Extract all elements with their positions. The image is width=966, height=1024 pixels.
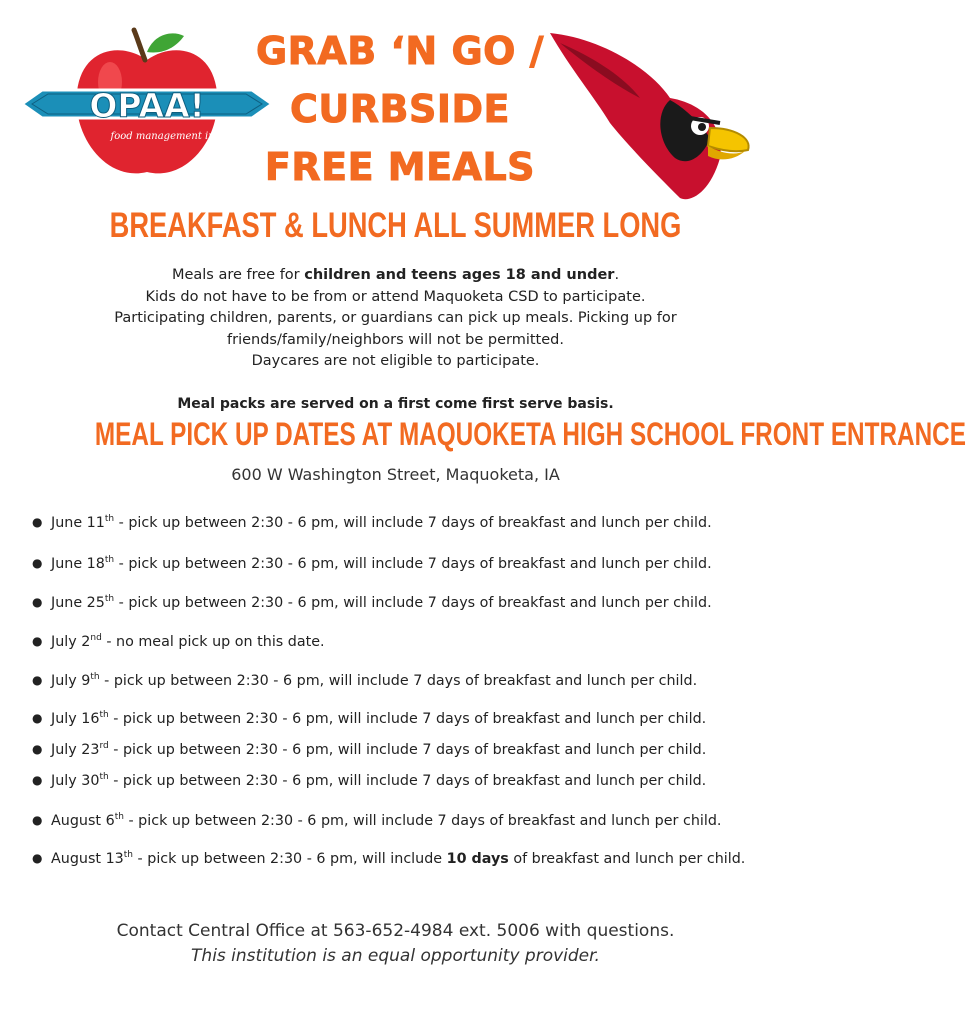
logo-tagline: food management inc. [110,131,224,142]
list-item: ● June 11th - pick up between 2:30 - 6 pm, will include 7 days of breakfast and lunch per child. [32,514,712,531]
list-item: ● July 9th - pick up between 2:30 - 6 pm, will include 7 days of breakfast and lunch per child. [32,672,698,689]
pickup-address: 600 W Washington Street, Maquoketa, IA [231,465,560,484]
intro-text [100,265,691,373]
intro-line-1-text: Meals are free for [171,267,305,283]
pickup-heading: MEAL PICK UP DATES AT MAQUOKETA HIGH SCHOOL FRONT ENTRANCE [94,416,966,452]
first-come-notice: Meal packs are served on a first come first serve basis. [177,396,614,412]
cardinal-mascot-icon [540,28,755,203]
list-item: ● July 2nd - no meal pick up on this date. [32,633,325,650]
logo-word: OPAA! [89,86,205,125]
headline-line-3: FREE MEALS [264,145,536,189]
intro-line-1-bold: children and teens ages 18 and under [304,267,615,283]
equal-opportunity-statement: This institution is an equal opportunity provider. [191,946,600,966]
list-item: ● August 6th - pick up between 2:30 - 6 pm, will include 7 days of breakfast and lunch per child. [32,812,722,829]
opaa-logo [22,22,272,187]
intro-line-4: Daycares are not eligible to participate. [251,353,540,369]
intro-line-3: Participating children, parents, or guardians can pick up meals. Picking up for friends/family/neighbors will not be permitted. [114,310,677,348]
list-item: ● July 30th - pick up between 2:30 - 6 pm, will include 7 days of breakfast and lunch per child. [32,772,707,789]
contact-info: Contact Central Office at 563-652-4984 ext. 5006 with questions. [116,921,675,941]
headline [240,22,560,196]
subhead: BREAKFAST & LUNCH ALL SUMMER LONG [109,206,682,245]
list-item: ● June 25th - pick up between 2:30 - 6 pm, will include 7 days of breakfast and lunch per child. [32,594,712,611]
list-item: ● August 13th - pick up between 2:30 - 6 pm, will include 10 days of breakfast and lunch per child. [32,850,746,867]
intro-line-2: Kids do not have to be from or attend Maquoketa CSD to participate. [145,288,646,305]
list-item: ● July 23rd - pick up between 2:30 - 6 pm, will include 7 days of breakfast and lunch per child. [32,741,707,758]
intro-line-1 [100,265,691,287]
intro-line-1-end: . [614,267,620,283]
list-item: ● June 18th - pick up between 2:30 - 6 pm, will include 7 days of breakfast and lunch per child. [32,555,712,572]
headline-line-1: GRAB ‘N GO / [255,29,545,73]
headline-line-2: CURBSIDE [290,87,510,131]
list-item: ● July 16th - pick up between 2:30 - 6 pm, will include 7 days of breakfast and lunch per child. [32,710,707,727]
